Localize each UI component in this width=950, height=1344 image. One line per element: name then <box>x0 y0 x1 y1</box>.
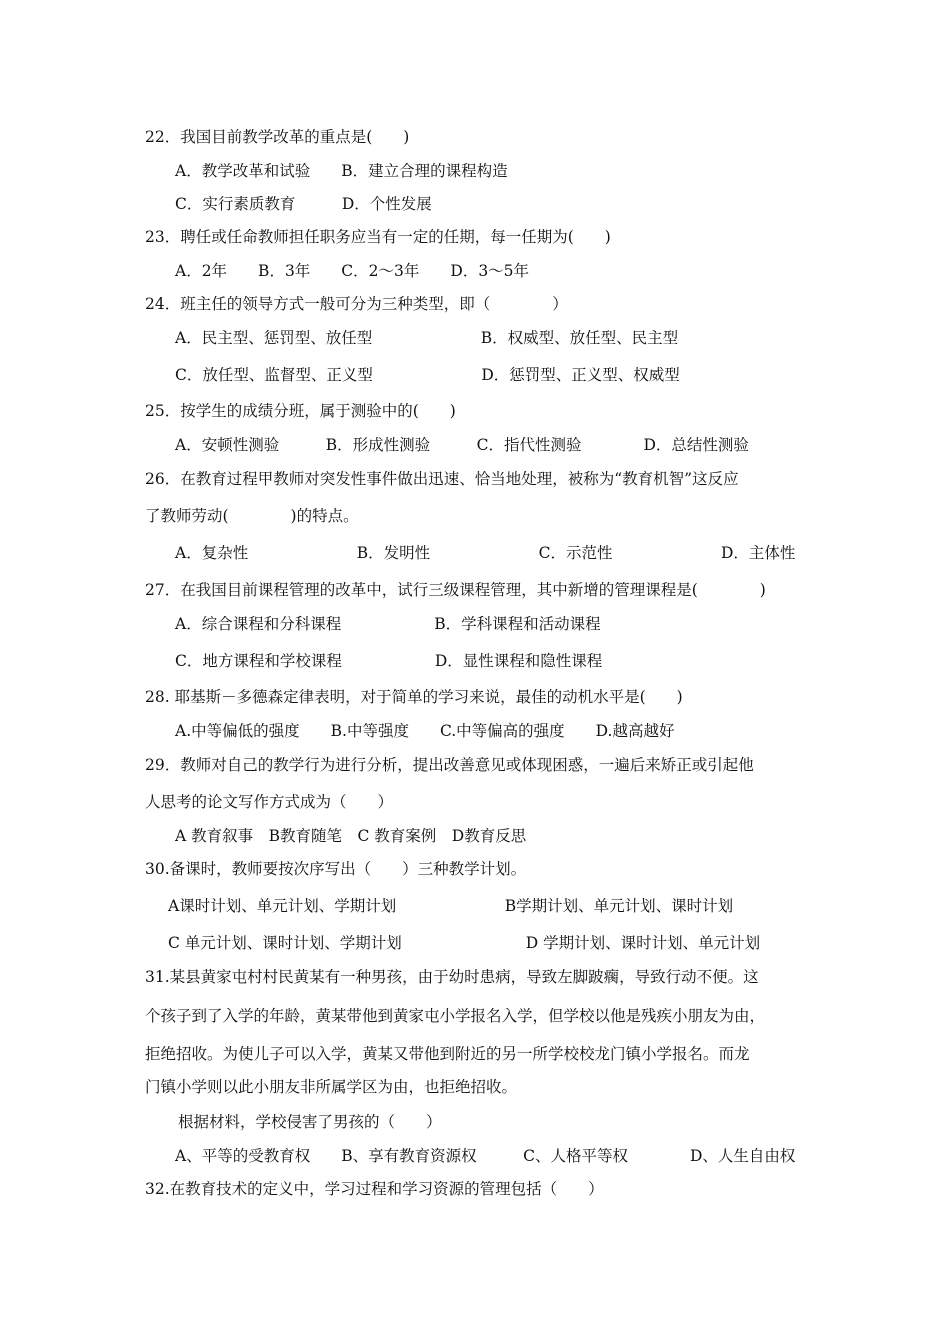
q24-options-ab: A．民主型、惩罚型、放任型 B．权威型、放任型、民主型 <box>175 329 679 347</box>
q22-options-ab: A．教学改革和试验 B．建立合理的课程构造 <box>175 162 508 180</box>
q31-passage-line4: 门镇小学则以此小朋友非所属学区为由，也拒绝招收。 <box>145 1078 518 1096</box>
q28-stem: 28. 耶基斯－多德森定律表明，对于简单的学习来说，最佳的动机水平是( ) <box>145 688 683 706</box>
q29-stem-line2: 人思考的论文写作方式成为（ ） <box>145 793 394 811</box>
q28-options: A.中等偏低的强度 B.中等强度 C.中等偏高的强度 D.越高越好 <box>175 722 675 740</box>
q25-options: A．安顿性测验 B．形成性测验 C．指代性测验 D．总结性测验 <box>175 436 749 454</box>
q26-stem-line1: 26．在教育过程甲教师对突发性事件做出迅速、恰当地处理，被称为“教育机智”这反应 <box>145 470 739 488</box>
q31-passage-line3: 拒绝招收。为使儿子可以入学，黄某又带他到附近的另一所学校校龙门镇小学报名。而龙 <box>145 1045 750 1063</box>
q26-options: A．复杂性 B．发明性 C．示范性 D．主体性 <box>175 544 796 562</box>
q31-stem: 根据材料，学校侵害了男孩的（ ） <box>178 1113 442 1131</box>
q31-options: A、平等的受教育权 B、享有教育资源权 C、人格平等权 D、人生自由权 <box>175 1147 796 1165</box>
q27-stem: 27．在我国目前课程管理的改革中，试行三级课程管理，其中新增的管理课程是( ) <box>145 581 766 599</box>
q29-stem-line1: 29．教师对自己的教学行为进行分析，提出改善意见或体现困惑，一遍后来矫正或引起他 <box>145 756 754 774</box>
q23-options: A．2年 B．3年 C．2～3年 D．3～5年 <box>175 262 530 280</box>
q31-passage-line1: 31.某县黄家屯村村民黄某有一种男孩，由于幼时患病，导致左脚跛瘸，导致行动不便。这 <box>145 968 759 986</box>
q23-stem: 23．聘任或任命教师担任职务应当有一定的任期，每一任期为( ) <box>145 228 611 246</box>
q27-options-ab: A．综合课程和分科课程 B．学科课程和活动课程 <box>175 615 601 633</box>
q32-stem: 32.在教育技术的定义中，学习过程和学习资源的管理包括（ ） <box>145 1180 604 1198</box>
q30-options-ab: A课时计划、单元计划、学期计划 B学期计划、单元计划、课时计划 <box>168 897 734 915</box>
q24-stem: 24．班主任的领导方式一般可分为三种类型，即（ ） <box>145 295 568 313</box>
q25-stem: 25．按学生的成绩分班，属于测验中的( ) <box>145 402 456 420</box>
q30-stem: 30.备课时，教师要按次序写出（ ）三种教学计划。 <box>145 860 527 878</box>
q24-options-cd: C．放任型、监督型、正义型 D．惩罚型、正义型、权威型 <box>175 366 680 384</box>
q31-passage-line2: 个孩子到了入学的年龄，黄某带他到黄家屯小学报名入学，但学校以他是残疾小朋友为由， <box>145 1007 766 1025</box>
q22-options-cd: C．实行素质教育 D．个性发展 <box>175 195 432 213</box>
q30-options-cd: C 单元计划、课时计划、学期计划 D 学期计划、课时计划、单元计划 <box>168 934 761 952</box>
q27-options-cd: C．地方课程和学校课程 D．显性课程和隐性课程 <box>175 652 603 670</box>
q26-stem-line2: 了教师劳动( )的特点。 <box>145 507 359 525</box>
q29-options: A 教育叙事 B教育随笔 C 教育案例 D教育反思 <box>175 827 527 845</box>
q22-stem: 22．我国目前教学改革的重点是( ) <box>145 128 410 146</box>
